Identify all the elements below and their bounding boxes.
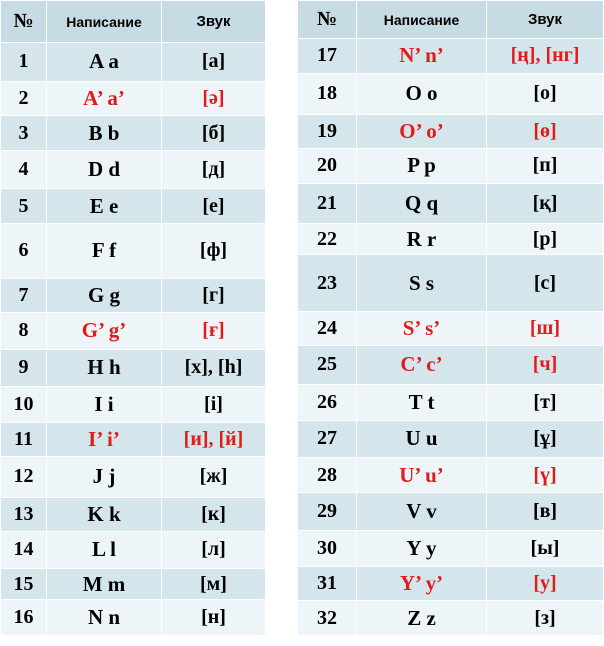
sound-cell: [х], [h] (162, 350, 266, 387)
number-cell: 1 (1, 43, 47, 82)
number-cell: 16 (1, 600, 47, 636)
letter-cell: B b (47, 116, 162, 151)
table-row (1, 497, 266, 532)
number-cell: 15 (1, 568, 47, 600)
alphabet-table-left (0, 0, 266, 636)
header-number: № (1, 1, 47, 43)
table-row (1, 350, 266, 387)
table-row (1, 423, 266, 457)
letter-cell: U u (357, 420, 487, 458)
number-cell: 12 (1, 456, 47, 497)
letter-cell: R r (357, 223, 487, 255)
sound-cell: [к] (162, 497, 266, 532)
number-cell: 11 (1, 423, 47, 457)
letter-cell: Z z (357, 601, 487, 636)
letter-cell: D d (47, 150, 162, 189)
sound-cell: [н] (162, 600, 266, 636)
number-cell: 3 (1, 116, 47, 151)
number-cell: 17 (298, 39, 357, 74)
letter-cell: C’ c’ (357, 345, 487, 384)
sound-cell: [о] (487, 73, 604, 114)
sound-cell: [қ] (487, 183, 604, 223)
header-writing: Написание (47, 1, 162, 43)
letter-cell: M m (47, 568, 162, 600)
letter-cell: Q q (357, 183, 487, 223)
sound-cell: [ү] (487, 458, 604, 493)
alphabet-table-right (297, 0, 604, 636)
table-row (298, 384, 604, 420)
number-cell: 19 (298, 114, 357, 148)
table-row (1, 600, 266, 636)
table-row (298, 345, 604, 384)
number-cell: 9 (1, 350, 47, 387)
letter-cell: A a (47, 43, 162, 82)
number-cell: 26 (298, 384, 357, 420)
number-cell: 23 (298, 255, 357, 311)
sound-cell: [м] (162, 568, 266, 600)
number-cell: 2 (1, 81, 47, 116)
sound-cell: [у] (487, 567, 604, 601)
table-row (1, 116, 266, 151)
sound-cell: [ө] (487, 114, 604, 148)
letter-cell: K k (47, 497, 162, 532)
letter-cell: A’ a’ (47, 81, 162, 116)
header-row (298, 1, 604, 39)
number-cell: 13 (1, 497, 47, 532)
table-row (298, 420, 604, 458)
letter-cell: U’ u’ (357, 458, 487, 493)
number-cell: 21 (298, 183, 357, 223)
letter-cell: S s (357, 255, 487, 311)
letter-cell: J j (47, 456, 162, 497)
sound-cell: [а] (162, 43, 266, 82)
sound-cell: [с] (487, 255, 604, 311)
sound-cell: [в] (487, 493, 604, 531)
table-row (1, 224, 266, 279)
header-row (1, 1, 266, 43)
table-row (298, 183, 604, 223)
table-row (298, 458, 604, 493)
letter-cell: G’ g’ (47, 312, 162, 350)
sound-cell: [р] (487, 223, 604, 255)
number-cell: 32 (298, 601, 357, 636)
sound-cell: [ң], [нг] (487, 39, 604, 74)
number-cell: 25 (298, 345, 357, 384)
sound-cell: [д] (162, 150, 266, 189)
number-cell: 10 (1, 386, 47, 423)
letter-cell: P p (357, 148, 487, 183)
number-cell: 8 (1, 312, 47, 350)
sound-cell: [б] (162, 116, 266, 151)
table-row (298, 39, 604, 74)
table-row (298, 114, 604, 148)
table-row (1, 456, 266, 497)
letter-cell: O o (357, 73, 487, 114)
table-row (1, 532, 266, 569)
sound-cell: [е] (162, 189, 266, 224)
sound-cell: [и], [й] (162, 423, 266, 457)
sound-cell: [ж] (162, 456, 266, 497)
sound-cell: [ч] (487, 345, 604, 384)
sound-cell: [ш] (487, 311, 604, 345)
table-row (298, 531, 604, 567)
number-cell: 24 (298, 311, 357, 345)
letter-cell: S’ s’ (357, 311, 487, 345)
table-row (298, 223, 604, 255)
letter-cell: N’ n’ (357, 39, 487, 74)
table-row (1, 81, 266, 116)
sound-cell: [п] (487, 148, 604, 183)
number-cell: 20 (298, 148, 357, 183)
letter-cell: Y’ y’ (357, 567, 487, 601)
sound-cell: [л] (162, 532, 266, 569)
header-sound: Звук (162, 1, 266, 43)
header-writing: Написание (357, 1, 487, 39)
letter-cell: V v (357, 493, 487, 531)
table-row (1, 189, 266, 224)
letter-cell: F f (47, 224, 162, 279)
number-cell: 31 (298, 567, 357, 601)
sound-cell: [г] (162, 278, 266, 312)
letter-cell: Y y (357, 531, 487, 567)
letter-cell: O’ o’ (357, 114, 487, 148)
number-cell: 22 (298, 223, 357, 255)
table-row (298, 311, 604, 345)
sound-cell: [т] (487, 384, 604, 420)
sound-cell: [і] (162, 386, 266, 423)
table-row (298, 148, 604, 183)
sound-cell: [ы] (487, 531, 604, 567)
number-cell: 27 (298, 420, 357, 458)
number-cell: 6 (1, 224, 47, 279)
table-row (1, 568, 266, 600)
letter-cell: H h (47, 350, 162, 387)
number-cell: 4 (1, 150, 47, 189)
letter-cell: G g (47, 278, 162, 312)
letter-cell: N n (47, 600, 162, 636)
number-cell: 5 (1, 189, 47, 224)
number-cell: 18 (298, 73, 357, 114)
table-row (298, 493, 604, 531)
header-sound: Звук (487, 1, 604, 39)
sound-cell: [ғ] (162, 312, 266, 350)
header-number: № (298, 1, 357, 39)
number-cell: 14 (1, 532, 47, 569)
table-row (298, 255, 604, 311)
letter-cell: L l (47, 532, 162, 569)
table-row (298, 567, 604, 601)
table-row (1, 386, 266, 423)
letter-cell: E e (47, 189, 162, 224)
sound-cell: [ұ] (487, 420, 604, 458)
table-row (298, 73, 604, 114)
table-row (1, 43, 266, 82)
table-row (1, 312, 266, 350)
table-row (1, 150, 266, 189)
letter-cell: T t (357, 384, 487, 420)
letter-cell: I i (47, 386, 162, 423)
sound-cell: [ә] (162, 81, 266, 116)
sound-cell: [ф] (162, 224, 266, 279)
sound-cell: [з] (487, 601, 604, 636)
number-cell: 29 (298, 493, 357, 531)
letter-cell: I’ i’ (47, 423, 162, 457)
number-cell: 30 (298, 531, 357, 567)
table-row (298, 601, 604, 636)
number-cell: 28 (298, 458, 357, 493)
number-cell: 7 (1, 278, 47, 312)
table-row (1, 278, 266, 312)
